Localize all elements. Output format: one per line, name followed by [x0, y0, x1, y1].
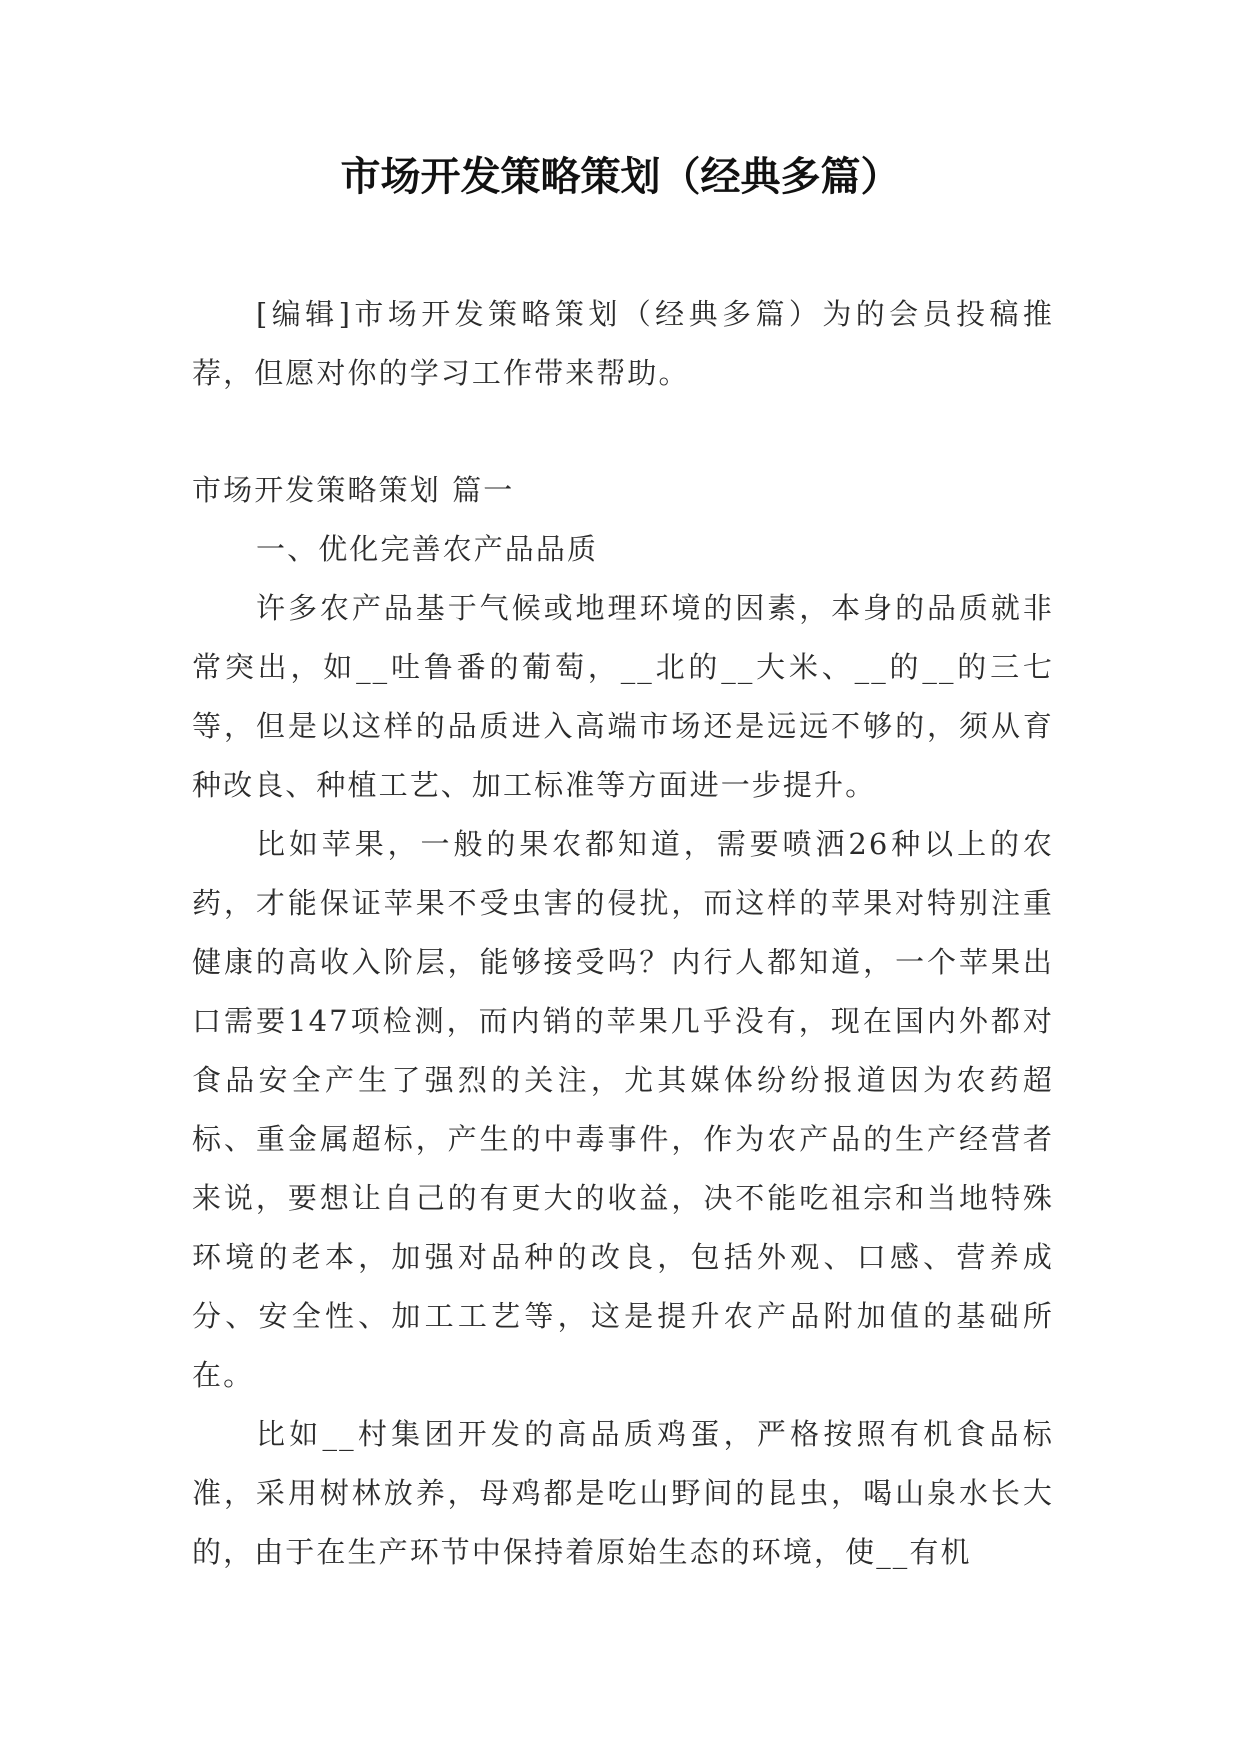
- document-body: [192, 285, 1054, 1582]
- document-title: 市场开发策略策划（经典多篇）: [340, 154, 901, 200]
- intro-paragraph: [编辑]市场开发策略策划（经典多篇）为的会员投稿推荐，但愿对你的学习工作带来帮助。: [192, 297, 1054, 390]
- body-paragraph-1: 许多农产品基于气候或地理环境的因素，本身的品质就非常突出，如__吐鲁番的葡萄，__北的__大米、__的__的三七等，但是以这样的品质进入高端市场还是远远不够的，须从育种改良、种植工艺、加工标准等方面进一步提升。: [192, 591, 1054, 802]
- subheading: 一、优化完善农产品品质: [256, 532, 599, 566]
- body-paragraph-3: 比如__村集团开发的高品质鸡蛋，严格按照有机食品标准，采用树林放养，母鸡都是吃山野间的昆虫，喝山泉水长大的，由于在生产环节中保持着原始生态的环境，使__有机: [192, 1417, 1054, 1569]
- section-heading: 市场开发策略策划 篇一: [192, 473, 515, 507]
- body-paragraph-2: 比如苹果，一般的果农都知道，需要喷洒26种以上的农药，才能保证苹果不受虫害的侵扰，而这样的苹果对特别注重健康的高收入阶层，能够接受吗？内行人都知道，一个苹果出口需要147项检测，而内销的苹果几乎没有，现在国内外都对食品安全产生了强烈的关注，尤其媒体纷纷报道因为农药超标、重金属超标，产生的中毒事件，作为农产品的生产经营者来说，要想让自己的有更大的收益，决不能吃祖宗和当地特殊环境的老本，加强对品种的改良，包括外观、口感、营养成分、安全性、加工工艺等，这是提升农产品附加值的基础所在。: [192, 827, 1054, 1392]
